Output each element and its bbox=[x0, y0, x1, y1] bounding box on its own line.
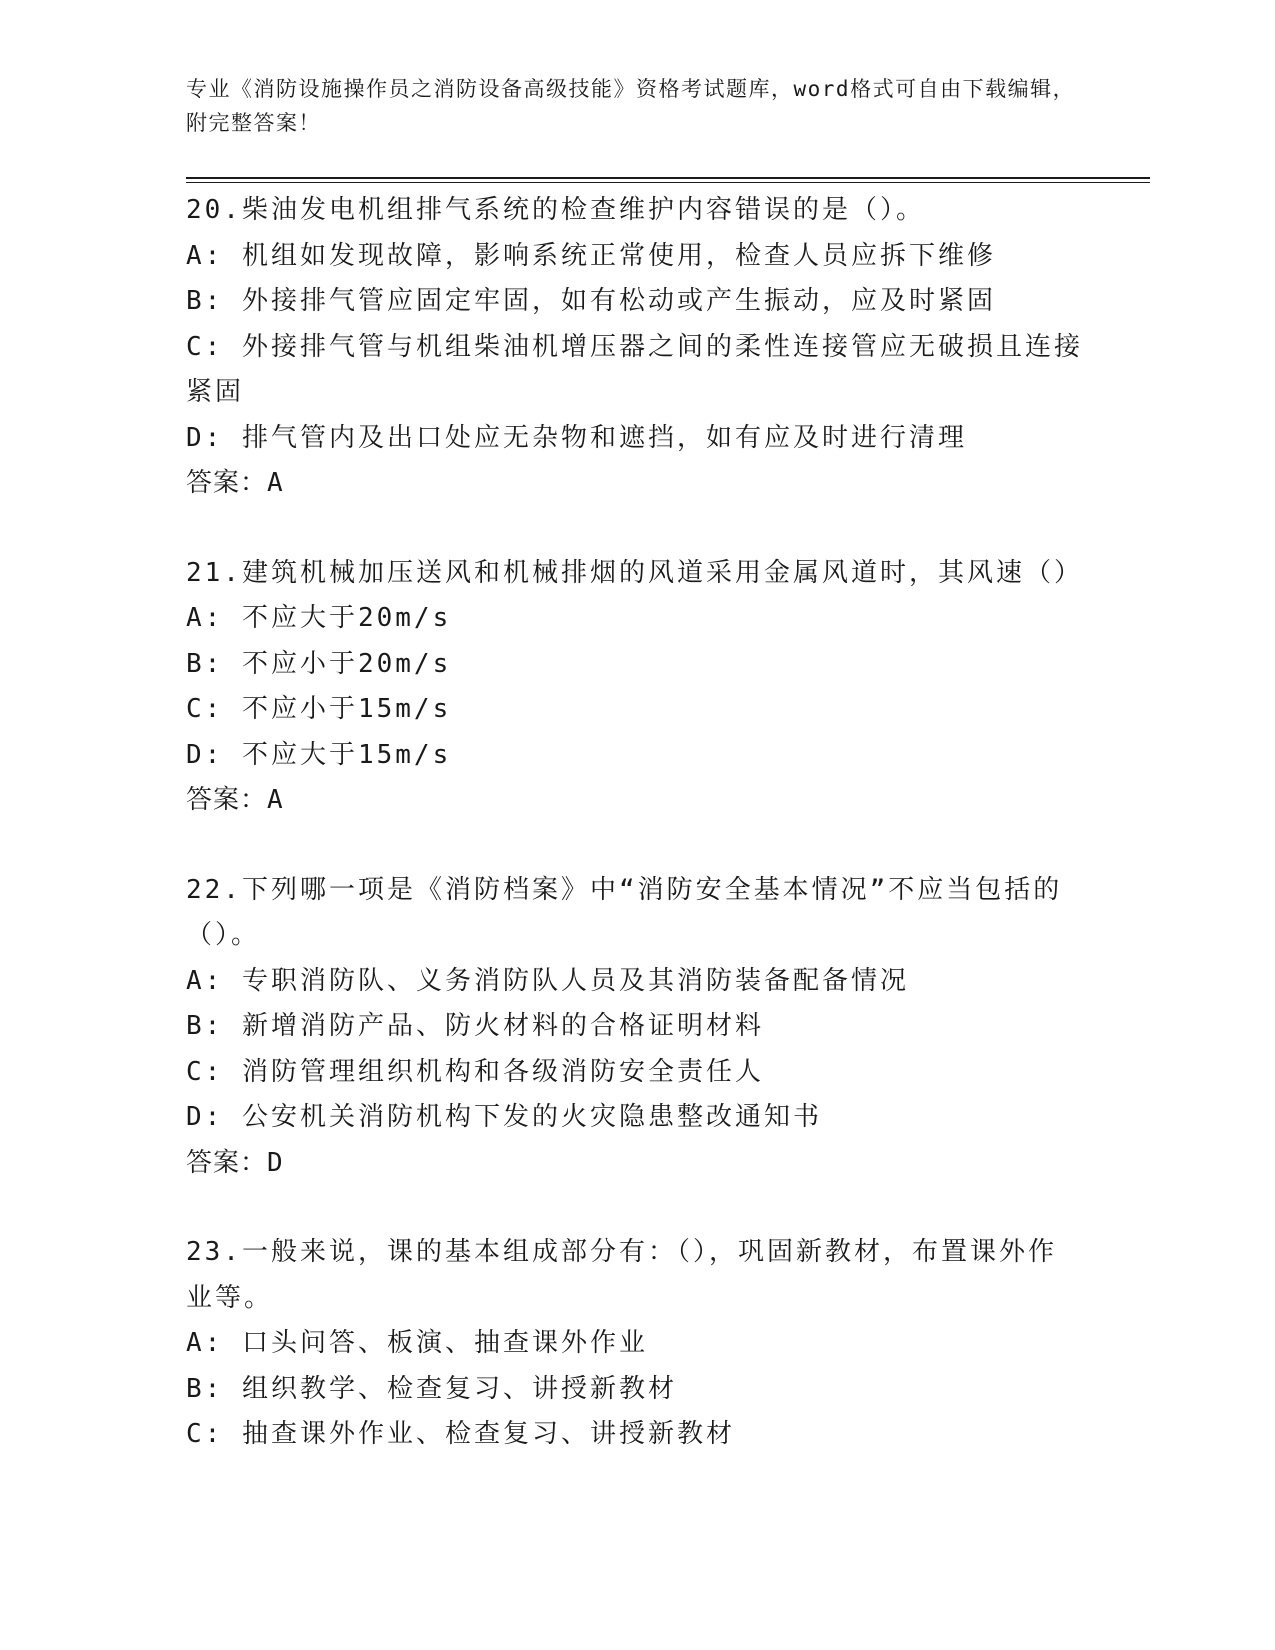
answer-option: A: 专职消防队、义务消防队人员及其消防装备配备情况 bbox=[186, 965, 909, 996]
answer-option: D: 公安机关消防机构下发的火灾隐患整改通知书 bbox=[186, 1102, 822, 1132]
answer-option: C: 不应小于15m/s bbox=[186, 694, 452, 724]
answer-option: B: 组织教学、检查复习、讲授新教材 bbox=[186, 1373, 677, 1404]
question-block bbox=[186, 188, 1086, 507]
answer-option: B: 外接排气管应固定牢固，如有松动或产生振动，应及时紧固 bbox=[186, 286, 996, 316]
answer-option: A: 机组如发现故障，影响系统正常使用，检查人员应拆下维修 bbox=[186, 240, 996, 271]
answer-value: A bbox=[267, 785, 284, 815]
question-stem: 21.建筑机械加压送风和机械排烟的风道采用金属风道时，其风速（） bbox=[186, 557, 1083, 588]
question-stem: 23.一般来说，课的基本组成部分有：（），巩固新教材，布置课外作 bbox=[186, 1237, 1057, 1267]
question-block bbox=[186, 868, 1086, 1187]
answer-label: 答案： bbox=[186, 785, 268, 815]
answer-key bbox=[186, 778, 1086, 824]
answer-option: C: 消防管理组织机构和各级消防安全责任人 bbox=[186, 1056, 764, 1087]
answer-option: A: 口头问答、板演、抽查课外作业 bbox=[186, 1328, 648, 1358]
answer-option: 紧固 bbox=[186, 377, 245, 407]
answer-option: A: 不应大于20m/s bbox=[186, 603, 452, 633]
question-block bbox=[186, 551, 1086, 824]
answer-option: D: 不应大于15m/s bbox=[186, 739, 452, 770]
header-divider-thick bbox=[186, 177, 1150, 179]
question-stem: 20.柴油发电机组排气系统的检查维护内容错误的是（）。 bbox=[186, 195, 925, 225]
answer-option: B: 不应小于20m/s bbox=[186, 648, 452, 679]
answer-value: D bbox=[267, 1147, 284, 1178]
question-stem: 22.下列哪一项是《消防档案》中“消防安全基本情况”不应当包括的 bbox=[186, 874, 1063, 905]
answer-option: D: 排气管内及出口处应无杂物和遮挡，如有应及时进行清理 bbox=[186, 422, 967, 453]
question-stem: （）。 bbox=[186, 920, 261, 950]
answer-value: A bbox=[267, 468, 284, 498]
answer-label: 答案： bbox=[186, 1147, 268, 1178]
answer-option: C: 抽查课外作业、检查复习、讲授新教材 bbox=[186, 1419, 735, 1449]
question-block bbox=[186, 1230, 1086, 1458]
question-stem: 业等。 bbox=[186, 1282, 274, 1313]
answer-key bbox=[186, 461, 1086, 507]
document-header: 专业《消防设施操作员之消防设备高级技能》资格考试题库，word格式可自由下载编辑，附完整答案！ bbox=[186, 77, 1076, 135]
answer-option: B: 新增消防产品、防火材料的合格证明材料 bbox=[186, 1011, 764, 1041]
header-divider-thin bbox=[186, 182, 1150, 183]
answer-option: C: 外接排气管与机组柴油机增压器之间的柔性连接管应无破损且连接 bbox=[186, 331, 1083, 362]
answer-key bbox=[186, 1141, 1086, 1187]
question-list bbox=[186, 188, 1086, 1502]
answer-label: 答案： bbox=[186, 468, 268, 498]
